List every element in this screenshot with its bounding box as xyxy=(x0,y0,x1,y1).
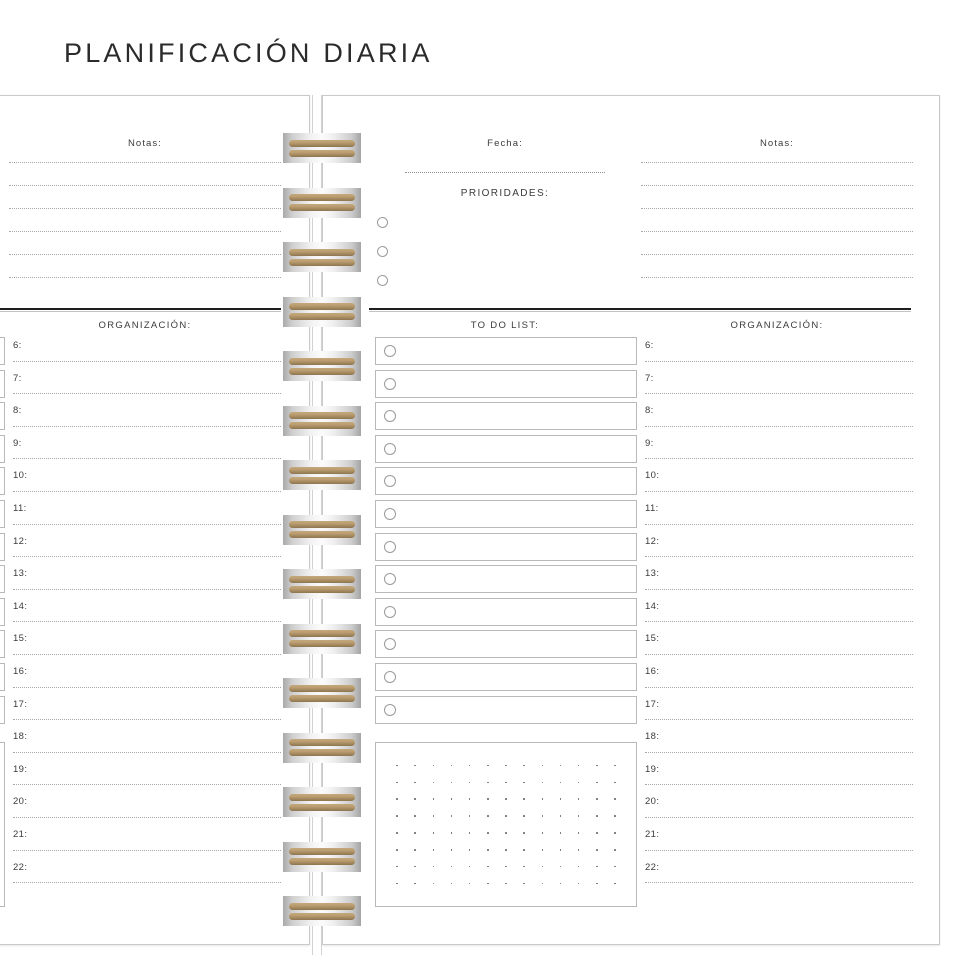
grid-dot xyxy=(614,866,616,868)
todo-row[interactable] xyxy=(375,630,637,658)
priorities-list-left xyxy=(0,208,9,295)
grid-dot xyxy=(487,866,489,868)
grid-dot xyxy=(505,798,507,800)
grid-dot xyxy=(523,883,525,885)
fecha-input-line[interactable] xyxy=(405,172,605,173)
left-page-column-b xyxy=(9,96,281,944)
hour-write-line[interactable] xyxy=(13,458,281,459)
hour-label: 12: xyxy=(13,535,28,547)
todo-row[interactable] xyxy=(0,467,5,495)
todo-list-label: TO DO LIST: xyxy=(470,320,540,331)
hour-label: 16: xyxy=(645,665,660,677)
grid-dot xyxy=(523,832,525,834)
hour-write-line[interactable] xyxy=(645,621,913,622)
hour-row[interactable] xyxy=(645,630,913,663)
todo-row[interactable] xyxy=(375,533,637,561)
grid-dot xyxy=(596,866,598,868)
todo-checkbox-circle-icon[interactable] xyxy=(384,573,396,585)
hour-label: 18: xyxy=(13,731,28,743)
grid-dot xyxy=(523,765,525,767)
hour-row[interactable] xyxy=(645,793,913,826)
grid-dot xyxy=(396,765,398,767)
grid-dot xyxy=(614,849,616,851)
grid-dot xyxy=(578,832,580,834)
notas-label-left: Notas: xyxy=(127,138,163,149)
grid-dot xyxy=(542,832,544,834)
todo-checkbox-circle-icon[interactable] xyxy=(384,475,396,487)
grid-dot xyxy=(596,849,598,851)
page-title: PLANIFICACIÓN DIARIA xyxy=(64,38,433,68)
todo-checkbox-circle-icon[interactable] xyxy=(384,443,396,455)
grid-dot xyxy=(578,849,580,851)
grid-dot xyxy=(505,782,507,784)
todo-row[interactable] xyxy=(0,370,5,398)
grid-dot xyxy=(469,849,471,851)
hour-row[interactable] xyxy=(13,467,281,500)
todo-row[interactable] xyxy=(0,663,5,691)
hour-write-line[interactable] xyxy=(645,589,913,590)
notas-write-line[interactable] xyxy=(641,162,913,163)
grid-dot xyxy=(396,832,398,834)
todo-row[interactable] xyxy=(0,696,5,724)
hour-row[interactable] xyxy=(13,728,281,761)
organizacion-label-left: ORGANIZACIÓN: xyxy=(98,320,192,331)
grid-dot xyxy=(560,798,562,800)
todo-row[interactable] xyxy=(375,663,637,691)
hour-label: 13: xyxy=(645,568,660,580)
grid-dot xyxy=(433,782,435,784)
grid-dot xyxy=(433,832,435,834)
hour-label: 19: xyxy=(645,763,660,775)
grid-dot xyxy=(560,782,562,784)
grid-dot xyxy=(596,832,598,834)
todo-checkbox-circle-icon[interactable] xyxy=(384,671,396,683)
grid-dot xyxy=(596,765,598,767)
grid-dot xyxy=(614,782,616,784)
todo-checkbox-circle-icon[interactable] xyxy=(384,508,396,520)
grid-dot xyxy=(596,798,598,800)
notas-write-line[interactable] xyxy=(9,231,281,232)
grid-dot xyxy=(578,883,580,885)
todo-row[interactable] xyxy=(375,402,637,430)
grid-dot xyxy=(542,849,544,851)
grid-dot xyxy=(451,866,453,868)
priority-row[interactable] xyxy=(377,208,641,237)
hour-write-line[interactable] xyxy=(13,524,281,525)
todo-list xyxy=(375,337,637,728)
notas-write-line[interactable] xyxy=(9,162,281,163)
hour-write-line[interactable] xyxy=(13,426,281,427)
hour-write-line[interactable] xyxy=(13,556,281,557)
grid-dot xyxy=(433,798,435,800)
dot-grid-box[interactable] xyxy=(375,742,637,907)
grid-dot xyxy=(505,866,507,868)
grid-dot xyxy=(523,866,525,868)
grid-dot xyxy=(578,782,580,784)
hour-row[interactable] xyxy=(13,696,281,729)
hour-label: 11: xyxy=(13,502,27,514)
fecha-label: Fecha: xyxy=(487,138,523,149)
todo-row[interactable] xyxy=(375,565,637,593)
grid-dot xyxy=(396,798,398,800)
hour-label: 14: xyxy=(13,600,28,612)
grid-dot xyxy=(487,883,489,885)
hour-label: 16: xyxy=(13,665,28,677)
fecha-label-left xyxy=(0,138,9,149)
hour-write-line[interactable] xyxy=(645,882,913,883)
hour-write-line[interactable] xyxy=(645,752,913,753)
todo-row[interactable] xyxy=(375,500,637,528)
todo-row[interactable] xyxy=(0,533,5,561)
hour-row[interactable] xyxy=(645,696,913,729)
notas-write-line[interactable] xyxy=(9,254,281,255)
grid-dot xyxy=(596,883,598,885)
hour-row[interactable] xyxy=(645,402,913,435)
hour-write-line[interactable] xyxy=(13,882,281,883)
grid-dot xyxy=(542,866,544,868)
grid-dot xyxy=(451,798,453,800)
section-divider xyxy=(369,308,911,312)
hour-row[interactable] xyxy=(645,663,913,696)
grid-dot xyxy=(523,815,525,817)
hour-label: 11: xyxy=(645,502,659,514)
todo-row[interactable] xyxy=(0,402,5,430)
grid-dot xyxy=(451,765,453,767)
todo-row[interactable] xyxy=(375,435,637,463)
prioridades-label-left xyxy=(0,188,9,199)
grid-dot xyxy=(414,883,416,885)
hour-row[interactable] xyxy=(645,761,913,794)
grid-dot xyxy=(414,782,416,784)
notas-write-line[interactable] xyxy=(9,185,281,186)
hour-label: 20: xyxy=(13,796,28,808)
grid-dot xyxy=(451,832,453,834)
grid-dot xyxy=(487,798,489,800)
todo-row[interactable] xyxy=(375,696,637,724)
todo-checkbox-circle-icon[interactable] xyxy=(384,410,396,422)
hour-row[interactable] xyxy=(13,859,281,892)
grid-dot xyxy=(469,815,471,817)
grid-dot xyxy=(469,765,471,767)
hour-row[interactable] xyxy=(13,761,281,794)
priority-row[interactable] xyxy=(0,266,9,295)
grid-dot xyxy=(505,815,507,817)
hour-label: 15: xyxy=(645,633,660,645)
grid-dot xyxy=(487,765,489,767)
hour-row[interactable] xyxy=(13,565,281,598)
grid-dot xyxy=(505,832,507,834)
grid-dot xyxy=(396,815,398,817)
todo-checkbox-circle-icon[interactable] xyxy=(384,606,396,618)
grid-dot xyxy=(542,815,544,817)
grid-dot xyxy=(542,765,544,767)
hour-row[interactable] xyxy=(13,370,281,403)
grid-dot xyxy=(469,883,471,885)
grid-dot xyxy=(614,765,616,767)
priority-checkbox-circle-icon[interactable] xyxy=(377,217,388,228)
todo-checkbox-circle-icon[interactable] xyxy=(384,345,396,357)
grid-dot xyxy=(414,765,416,767)
grid-dot xyxy=(487,849,489,851)
hour-row[interactable] xyxy=(645,728,913,761)
hour-write-line[interactable] xyxy=(13,621,281,622)
notas-write-line[interactable] xyxy=(641,277,913,278)
hour-row[interactable] xyxy=(13,793,281,826)
hour-label: 22: xyxy=(645,861,660,873)
grid-dot xyxy=(469,798,471,800)
hour-write-line[interactable] xyxy=(645,687,913,688)
grid-dot xyxy=(487,815,489,817)
grid-dot xyxy=(614,832,616,834)
grid-dot xyxy=(396,883,398,885)
todo-row[interactable] xyxy=(0,500,5,528)
hour-row[interactable] xyxy=(645,533,913,566)
notas-lines xyxy=(641,162,913,300)
hour-write-line[interactable] xyxy=(13,491,281,492)
priority-row[interactable] xyxy=(0,208,9,237)
planner-page-left xyxy=(0,95,310,945)
hour-row[interactable] xyxy=(645,500,913,533)
notas-lines-left xyxy=(9,162,281,300)
grid-dot xyxy=(469,832,471,834)
priority-row[interactable] xyxy=(0,237,9,266)
hour-row[interactable] xyxy=(13,533,281,566)
hour-row[interactable] xyxy=(13,630,281,663)
grid-dot xyxy=(560,866,562,868)
grid-dot xyxy=(560,883,562,885)
hour-label: 9: xyxy=(13,437,22,449)
todo-checkbox-circle-icon[interactable] xyxy=(384,378,396,390)
hour-write-line[interactable] xyxy=(645,817,913,818)
hour-write-line[interactable] xyxy=(645,784,913,785)
hour-row[interactable] xyxy=(645,435,913,468)
hour-label: 13: xyxy=(13,568,28,580)
hour-write-line[interactable] xyxy=(13,687,281,688)
hour-label: 9: xyxy=(645,437,654,449)
todo-row[interactable] xyxy=(0,337,5,365)
priorities-list xyxy=(377,208,641,295)
grid-dot xyxy=(469,782,471,784)
grid-dot xyxy=(414,849,416,851)
hour-label: 14: xyxy=(645,600,660,612)
hour-row[interactable] xyxy=(645,859,913,892)
hour-label: 7: xyxy=(13,372,22,384)
hour-label: 7: xyxy=(645,372,654,384)
hour-row[interactable] xyxy=(645,337,913,370)
notas-write-line[interactable] xyxy=(641,254,913,255)
right-page-column-b xyxy=(641,96,913,944)
grid-dot xyxy=(560,849,562,851)
hour-write-line[interactable] xyxy=(13,719,281,720)
grid-dot xyxy=(578,765,580,767)
organizacion-label: ORGANIZACIÓN: xyxy=(730,320,824,331)
priority-row[interactable] xyxy=(377,237,641,266)
hour-write-line[interactable] xyxy=(13,817,281,818)
hour-label: 21: xyxy=(645,828,660,840)
hour-label: 22: xyxy=(13,861,28,873)
todo-checkbox-circle-icon[interactable] xyxy=(384,638,396,650)
notas-write-line[interactable] xyxy=(641,185,913,186)
dot-grid-box-left[interactable] xyxy=(0,742,5,907)
grid-dot xyxy=(451,883,453,885)
notas-write-line[interactable] xyxy=(641,231,913,232)
grid-dot xyxy=(578,866,580,868)
hour-row[interactable] xyxy=(645,565,913,598)
hour-row[interactable] xyxy=(13,826,281,859)
todo-row[interactable] xyxy=(375,598,637,626)
priority-checkbox-circle-icon[interactable] xyxy=(377,246,388,257)
grid-dot xyxy=(505,883,507,885)
grid-dot xyxy=(414,866,416,868)
grid-dot xyxy=(433,765,435,767)
todo-row[interactable] xyxy=(375,370,637,398)
hour-write-line[interactable] xyxy=(645,719,913,720)
hour-label: 6: xyxy=(645,340,654,351)
hour-row[interactable] xyxy=(645,370,913,403)
grid-dot xyxy=(451,782,453,784)
grid-dot xyxy=(578,798,580,800)
notas-write-line[interactable] xyxy=(641,208,913,209)
hour-label: 17: xyxy=(13,698,28,710)
section-divider-left xyxy=(0,308,281,312)
todo-row[interactable] xyxy=(0,435,5,463)
todo-checkbox-circle-icon[interactable] xyxy=(384,704,396,716)
priority-checkbox-circle-icon[interactable] xyxy=(377,275,388,286)
grid-dot xyxy=(396,866,398,868)
grid-dot xyxy=(542,798,544,800)
todo-row[interactable] xyxy=(0,598,5,626)
hour-row[interactable] xyxy=(13,663,281,696)
grid-dot xyxy=(414,798,416,800)
grid-dot xyxy=(560,815,562,817)
grid-dot xyxy=(433,849,435,851)
todo-list-left xyxy=(0,337,5,728)
hour-write-line[interactable] xyxy=(13,850,281,851)
hours-list xyxy=(645,337,913,891)
right-page-column-a xyxy=(369,96,641,944)
notas-label: Notas: xyxy=(759,138,795,149)
grid-dot xyxy=(505,765,507,767)
todo-checkbox-circle-icon[interactable] xyxy=(384,541,396,553)
hour-write-line[interactable] xyxy=(13,589,281,590)
grid-dot xyxy=(414,815,416,817)
hour-write-line[interactable] xyxy=(13,361,281,362)
hour-row[interactable] xyxy=(13,337,281,370)
hours-list-left xyxy=(13,337,281,891)
hour-row[interactable] xyxy=(13,402,281,435)
hour-row[interactable] xyxy=(645,467,913,500)
todo-row[interactable] xyxy=(0,630,5,658)
grid-dot xyxy=(578,815,580,817)
grid-dot xyxy=(396,782,398,784)
grid-dot xyxy=(560,765,562,767)
hour-write-line[interactable] xyxy=(645,850,913,851)
grid-dot xyxy=(469,866,471,868)
dot-grid xyxy=(388,757,624,892)
hour-write-line[interactable] xyxy=(13,784,281,785)
grid-dot xyxy=(614,883,616,885)
grid-dot xyxy=(433,815,435,817)
hour-write-line[interactable] xyxy=(645,524,913,525)
hour-label: 20: xyxy=(645,796,660,808)
grid-dot xyxy=(505,849,507,851)
hour-write-line[interactable] xyxy=(645,426,913,427)
hour-write-line[interactable] xyxy=(645,491,913,492)
grid-dot xyxy=(433,883,435,885)
hour-write-line[interactable] xyxy=(645,393,913,394)
hour-row[interactable] xyxy=(645,826,913,859)
hour-row[interactable] xyxy=(13,435,281,468)
hour-write-line[interactable] xyxy=(645,654,913,655)
grid-dot xyxy=(433,866,435,868)
grid-dot xyxy=(614,798,616,800)
todo-row[interactable] xyxy=(375,467,637,495)
grid-dot xyxy=(596,782,598,784)
hour-label: 8: xyxy=(645,405,654,417)
priority-row[interactable] xyxy=(377,266,641,295)
hour-label: 17: xyxy=(645,698,660,710)
hour-label: 18: xyxy=(645,731,660,743)
hour-label: 12: xyxy=(645,535,660,547)
hour-label: 6: xyxy=(13,340,22,351)
todo-row[interactable] xyxy=(375,337,637,365)
hour-label: 21: xyxy=(13,828,28,840)
hour-write-line[interactable] xyxy=(13,654,281,655)
grid-dot xyxy=(523,782,525,784)
grid-dot xyxy=(451,849,453,851)
hour-label: 8: xyxy=(13,405,22,417)
grid-dot xyxy=(542,782,544,784)
hour-write-line[interactable] xyxy=(13,393,281,394)
hour-row[interactable] xyxy=(13,500,281,533)
grid-dot xyxy=(487,782,489,784)
hour-write-line[interactable] xyxy=(645,361,913,362)
hour-label: 10: xyxy=(13,470,28,482)
hour-label: 15: xyxy=(13,633,28,645)
grid-dot xyxy=(560,832,562,834)
todo-row[interactable] xyxy=(0,565,5,593)
grid-dot xyxy=(451,815,453,817)
hour-write-line[interactable] xyxy=(645,458,913,459)
grid-dot xyxy=(396,849,398,851)
grid-dot xyxy=(542,883,544,885)
hour-row[interactable] xyxy=(13,598,281,631)
hour-label: 10: xyxy=(645,470,660,482)
notas-write-line[interactable] xyxy=(9,277,281,278)
planner-page-right xyxy=(322,95,940,945)
grid-dot xyxy=(614,815,616,817)
grid-dot xyxy=(523,798,525,800)
left-page-column-a xyxy=(0,96,9,944)
hour-write-line[interactable] xyxy=(13,752,281,753)
hour-label: 19: xyxy=(13,763,28,775)
grid-dot xyxy=(487,832,489,834)
grid-dot xyxy=(414,832,416,834)
prioridades-label: PRIORIDADES: xyxy=(460,188,550,199)
hour-row[interactable] xyxy=(645,598,913,631)
grid-dot xyxy=(523,849,525,851)
todo-list-label-left xyxy=(0,320,9,331)
hour-write-line[interactable] xyxy=(645,556,913,557)
grid-dot xyxy=(596,815,598,817)
notas-write-line[interactable] xyxy=(9,208,281,209)
planner-spread xyxy=(0,95,973,950)
